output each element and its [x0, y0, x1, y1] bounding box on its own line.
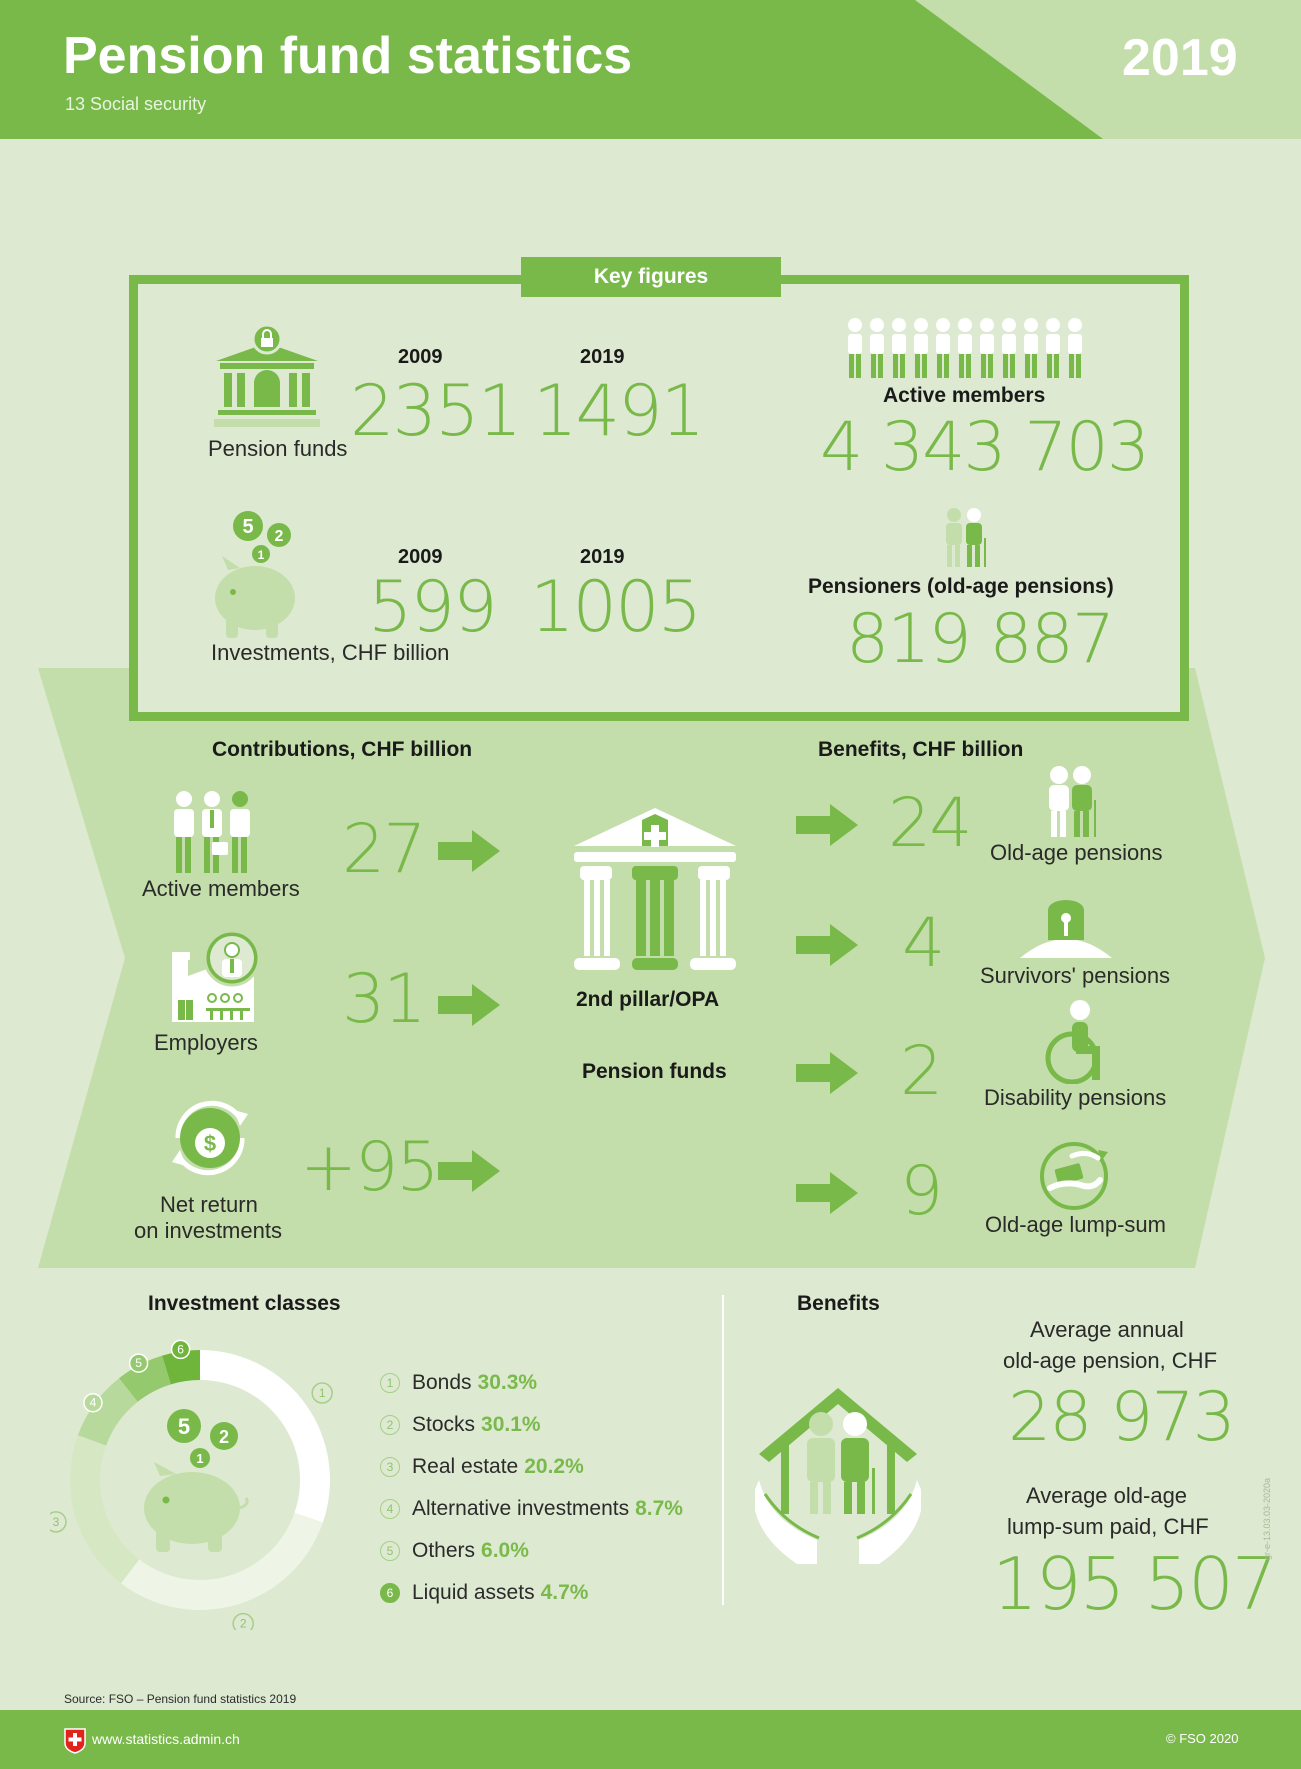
svg-text:2: 2 [274, 528, 284, 545]
legend-name: Liquid assets [412, 1581, 535, 1604]
disability-pensions-label: Disability pensions [984, 1085, 1167, 1110]
legend-value: 30.1% [481, 1413, 541, 1436]
legend-number: 4 [380, 1499, 400, 1519]
page-title: Pension fund statistics [63, 27, 633, 85]
legend-name: Others [412, 1539, 476, 1562]
avg-lump-value: 195 507 [992, 1542, 1276, 1626]
house-hands-couple-icon [755, 1384, 921, 1566]
pension-funds-year-2019: 2019 [580, 346, 625, 368]
svg-text:5: 5 [177, 1414, 191, 1439]
workers-icon [168, 790, 256, 874]
elderly-couple-icon [942, 508, 988, 568]
pensioners-label: Pensioners (old-age pensions) [808, 575, 1114, 598]
legend-value: 4.7% [540, 1581, 589, 1604]
arrow-right-icon [796, 924, 858, 966]
legend-item [380, 1446, 683, 1488]
employers-value: 31 [342, 960, 425, 1039]
avg-pension-label-line1: Average annual [1030, 1317, 1184, 1342]
investments-value-2019: 1005 [530, 566, 701, 648]
investment-legend [380, 1362, 683, 1614]
active-members-contrib-label: Active members [142, 876, 300, 901]
active-members-value: 4 343 703 [820, 408, 1149, 487]
copyright: © FSO 2020 [1166, 1731, 1239, 1746]
svg-text:2: 2 [218, 1427, 230, 1447]
investment-classes-title: Investment classes [148, 1292, 341, 1315]
legend-number: 2 [380, 1415, 400, 1435]
legend-item [380, 1572, 683, 1614]
old-age-lump-sum-value: 9 [900, 1152, 942, 1231]
survivors-pensions-label: Survivors' pensions [980, 963, 1171, 988]
investments-label: Investments, CHF billion [211, 640, 450, 665]
people-row-icon [845, 318, 1087, 380]
piggy-bank-coins-icon [136, 1404, 258, 1554]
website-link[interactable]: www.statistics.admin.ch [92, 1731, 240, 1747]
avg-lump-label-line1: Average old-age [1026, 1483, 1188, 1508]
pension-funds-label: Pension funds [208, 436, 348, 461]
pensioners-value: 819 887 [846, 600, 1114, 679]
svg-text:1: 1 [196, 1451, 204, 1466]
legend-name: Alternative investments [412, 1497, 630, 1520]
arrow-right-icon [796, 804, 858, 846]
donut-label-4: 4 [89, 1395, 97, 1410]
section-divider [722, 1295, 724, 1605]
arrow-right-icon [796, 1052, 858, 1094]
legend-number: 6 [380, 1583, 400, 1603]
old-age-pensions-label: Old-age pensions [990, 840, 1163, 865]
avg-lump-label-line2: lump-sum paid, CHF [1007, 1514, 1209, 1539]
net-return-label-line2: on investments [134, 1218, 282, 1243]
arrow-right-icon [438, 1150, 500, 1192]
legend-value: 6.0% [481, 1539, 529, 1562]
legend-name: Bonds [412, 1371, 472, 1394]
arrow-right-icon [438, 830, 500, 872]
legend-name: Stocks [412, 1413, 476, 1436]
avg-pension-label-line2: old-age pension, CHF [1003, 1348, 1218, 1373]
lump-sum-hand-icon [1036, 1138, 1112, 1214]
investments-value-2009: 599 [368, 566, 496, 648]
money-bag-cycle-icon [160, 1090, 260, 1186]
bank-lock-icon [212, 325, 322, 435]
legend-item [380, 1404, 683, 1446]
swiss-flag-icon [64, 1728, 86, 1754]
center-label-opa: 2nd pillar/OPA [576, 988, 720, 1011]
svg-text:$: $ [203, 1131, 217, 1156]
legend-name: Real estate [412, 1455, 519, 1478]
legend-item [380, 1362, 683, 1404]
donut-label-5: 5 [135, 1356, 142, 1371]
net-return-value: +95 [300, 1128, 438, 1207]
key-figures-badge: Key figures [521, 257, 781, 297]
disability-pensions-value: 2 [900, 1032, 942, 1111]
legend-number: 5 [380, 1541, 400, 1561]
active-members-contrib-value: 27 [342, 810, 425, 889]
graphic-code: gr-e-13.03.03-2020a [1262, 1477, 1272, 1560]
benefits-title: Benefits [797, 1292, 880, 1315]
legend-number: 3 [380, 1457, 400, 1477]
donut-label-1: 1 [318, 1385, 326, 1400]
elderly-couple-icon [1046, 766, 1098, 838]
source-note: Source: FSO – Pension fund statistics 2019 [64, 1692, 297, 1706]
donut-label-3: 3 [52, 1514, 60, 1529]
investments-year-2019: 2019 [580, 546, 625, 568]
legend-value: 30.3% [477, 1371, 538, 1394]
page-year: 2019 [1122, 29, 1238, 87]
legend-value: 20.2% [524, 1455, 584, 1478]
legend-value: 8.7% [635, 1497, 683, 1520]
arrow-right-icon [796, 1172, 858, 1214]
benefits-flow-title: Benefits, CHF billion [818, 738, 1024, 761]
avg-pension-value: 28 973 [1008, 1378, 1234, 1457]
gravestone-icon [1020, 900, 1112, 958]
factory-employer-icon [170, 928, 262, 1024]
svg-text:5: 5 [242, 516, 254, 538]
pension-funds-value-2009: 2351 [350, 370, 521, 452]
survivors-pensions-value: 4 [902, 904, 944, 983]
donut-slice-3 [70, 1435, 139, 1583]
center-label-pension-funds: Pension funds [582, 1060, 727, 1083]
donut-label-6: 6 [177, 1342, 184, 1357]
pension-fund-building-icon [572, 808, 738, 972]
legend-item [380, 1530, 683, 1572]
pension-funds-value-2019: 1491 [533, 370, 704, 452]
active-members-label: Active members [883, 384, 1046, 407]
page-subtitle: 13 Social security [65, 94, 207, 114]
old-age-pensions-value: 24 [888, 784, 971, 863]
old-age-lump-sum-label: Old-age lump-sum [985, 1212, 1166, 1237]
arrow-right-icon [438, 984, 500, 1026]
piggy-bank-coins-icon [208, 508, 308, 638]
legend-number: 1 [380, 1373, 400, 1393]
wheelchair-icon [1042, 1000, 1112, 1084]
legend-item [380, 1488, 683, 1530]
pension-funds-year-2009: 2009 [398, 346, 443, 368]
net-return-label-line1: Net return [160, 1192, 258, 1217]
donut-label-2: 2 [239, 1616, 247, 1630]
employers-label: Employers [154, 1030, 258, 1055]
investments-year-2009: 2009 [398, 546, 443, 568]
contributions-title: Contributions, CHF billion [212, 738, 473, 761]
svg-text:1: 1 [257, 548, 265, 562]
